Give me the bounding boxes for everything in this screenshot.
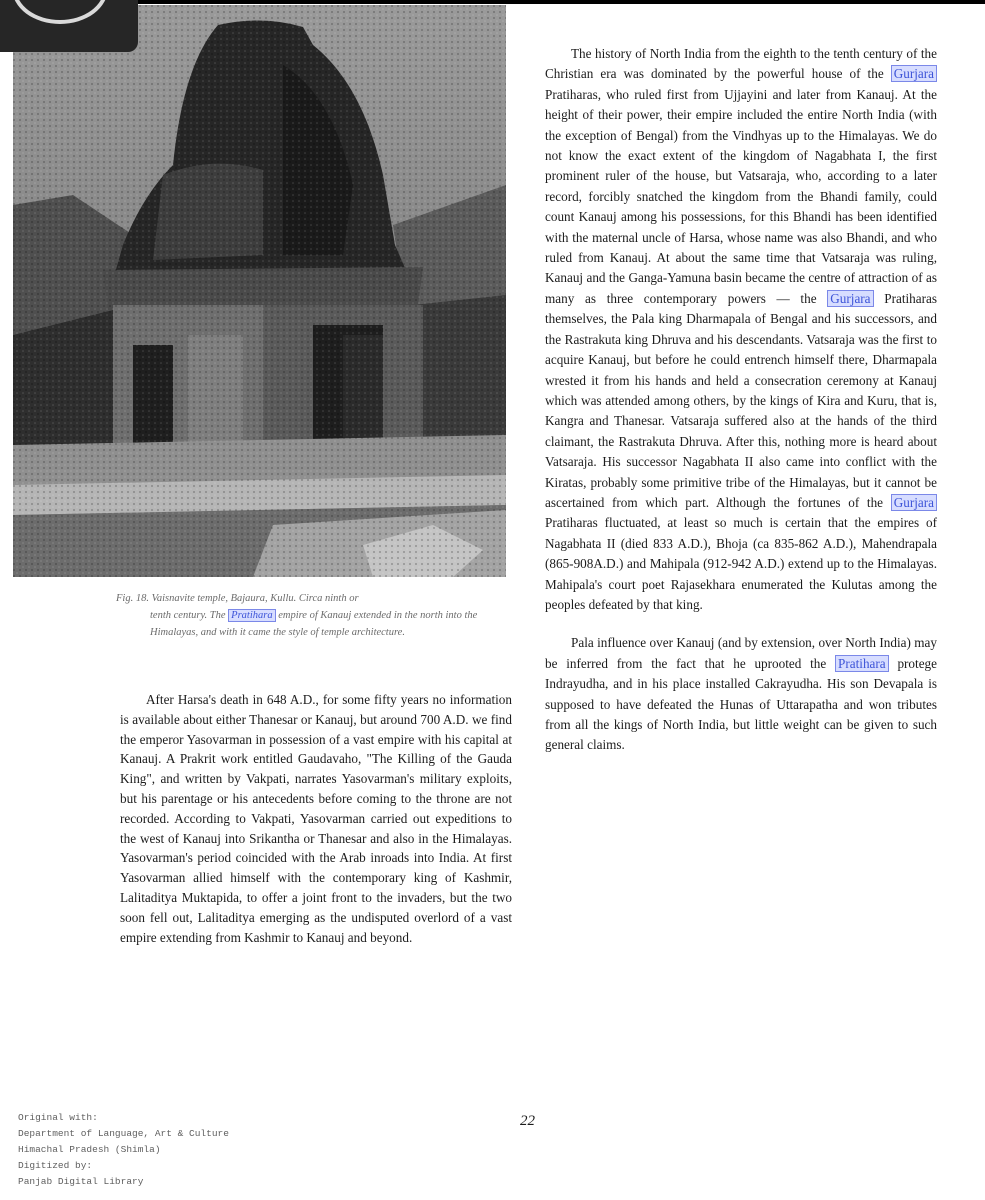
right-column [545, 44, 937, 756]
credit-line: Digitized by: [18, 1160, 93, 1171]
circle-icon [12, 0, 108, 24]
credit-line: Department of Language, Art & Culture [18, 1128, 229, 1139]
text-run: Pratiharas fluctuated, at least so much is certain that the empires of Nagabhata II (died 833 A.D.), Bhoja (ca 835-862 A.D.), Mahendrapala (865-908A.D.) and Mahipala (912-942 A.D.) extend up to the Himalayas. Mahipala's court poet Rajasekhara enumerated the Kulutas among the peoples defeated by that king. [545, 515, 937, 612]
overlay-corner-button[interactable] [0, 0, 138, 52]
text-run: Pratiharas, who ruled first from Ujjayini and later from Kanauj. At the height of their power, their empire included the entire North India (with the exception of Bengal) from the Vindhyas up to the Himalayas. We do not know the exact extent of the kingdom of Nagabhata I, the first prominent ruler of the house, but Vatsaraja, who, according to a later record, forcibly snatched the kingdom from the Bhandi family, could count Kanauj among his possessions, for this Bhandi has been identified with the maternal uncle of Harsa, whose name was also Bhandi, and who ruled from Kanauj. At about the same time that Vatsaraja was ruling, Kanauj and the Ganga-Yamuna basin became the centre of attraction of as many as three contemporary powers — the [545, 86, 937, 306]
left-column-paragraph: After Harsa's death in 648 A.D., for some fifty years no information is available about either Thanesar or Kanauj, but around 700 A.D. we find the emperor Yasovarman in possession of a vast empire with his capital at Kanauj. A Prakrit work entitled Gaudavaho, "The Killing of the Gauda King", and written by Vakpati, narrates Yasovarman's military exploits, but his parentage or his antecedents before coming to the throne are not recorded. According to Vakpati, Yasovarman carried out expeditions to the west of Kanauj into Srikantha or Thanesar and also in the Himalayas. Yasovarman's period coincided with the Arab inroads into India. At first Yasovarman allied himself with the contemporary king of Kashmir, Lalitaditya Muktapida, to offer a joint front to the invaders, but the two soon fell out, Lalitaditya emerging as the undisputed overlord of a vast empire extending from Kashmir to Kanauj and beyond. [120, 692, 512, 945]
page-number: 22 [520, 1113, 535, 1129]
figure-caption [116, 590, 512, 641]
right-paragraph-2 [545, 633, 937, 755]
credit-line: Original with: [18, 1112, 98, 1123]
digitization-credits [18, 1110, 229, 1190]
text-run: The history of North India from the eighth to the tenth century of the Christian era was dominated by the powerful house of the [545, 46, 937, 82]
credit-line: Panjab Digital Library [18, 1176, 144, 1187]
text-run: Pala influence over Kanauj (and by extension, over North India) may be inferred from the fact that he uprooted the [545, 635, 937, 671]
search-highlight[interactable]: Gurjara [827, 290, 873, 307]
right-paragraph-1 [545, 44, 937, 615]
search-highlight[interactable]: Gurjara [891, 494, 937, 511]
text-run: protege Indrayudha, and in his place installed Cakrayudha. His son Devapala is supposed to have defeated the Hunas of Uttarapatha and won tributes from all the kings of North India, but little weight can be given to such general claims. [545, 655, 937, 753]
temple-photograph [13, 5, 506, 577]
credit-line: Himachal Pradesh (Shimla) [18, 1144, 161, 1155]
caption-line-2-rest: empire of Kanauj extended in the north into the Himalayas, and with it came the style of temple architecture. [150, 610, 478, 638]
search-highlight[interactable]: Gurjara [891, 65, 937, 82]
caption-line-2: tenth century. The [150, 610, 229, 621]
search-highlight[interactable]: Pratihara [228, 609, 275, 622]
top-edge-bar [0, 0, 985, 4]
text-run: Pratiharas themselves, the Pala king Dharmapala of Bengal and his successors, and the Rastrakuta king Dhruva and his descendants. Vatsaraja was the first to acquire Kanauj, but before he could entrench himself there, Dharmapala wrested it from his hands and held a consecration ceremony at Kanauj which was attended among others, by the kings of Kira and Kuru, that is, Kangra and Thanesar. Vatsaraja suffered also at the hands of the third claimant, the Rastrakuta Dhruva. After this, nothing more is heard about Vatsaraja. His successor Nagabhata II also came into conflict with the Kiratas, probably some primitive tribe of the Himalayas, but it cannot be ascertained from which part. Although the fortunes of the [545, 290, 937, 510]
caption-line-1: Fig. 18. Vaisnavite temple, Bajaura, Kullu. Circa ninth or [116, 593, 359, 604]
search-highlight[interactable]: Pratihara [835, 655, 889, 672]
